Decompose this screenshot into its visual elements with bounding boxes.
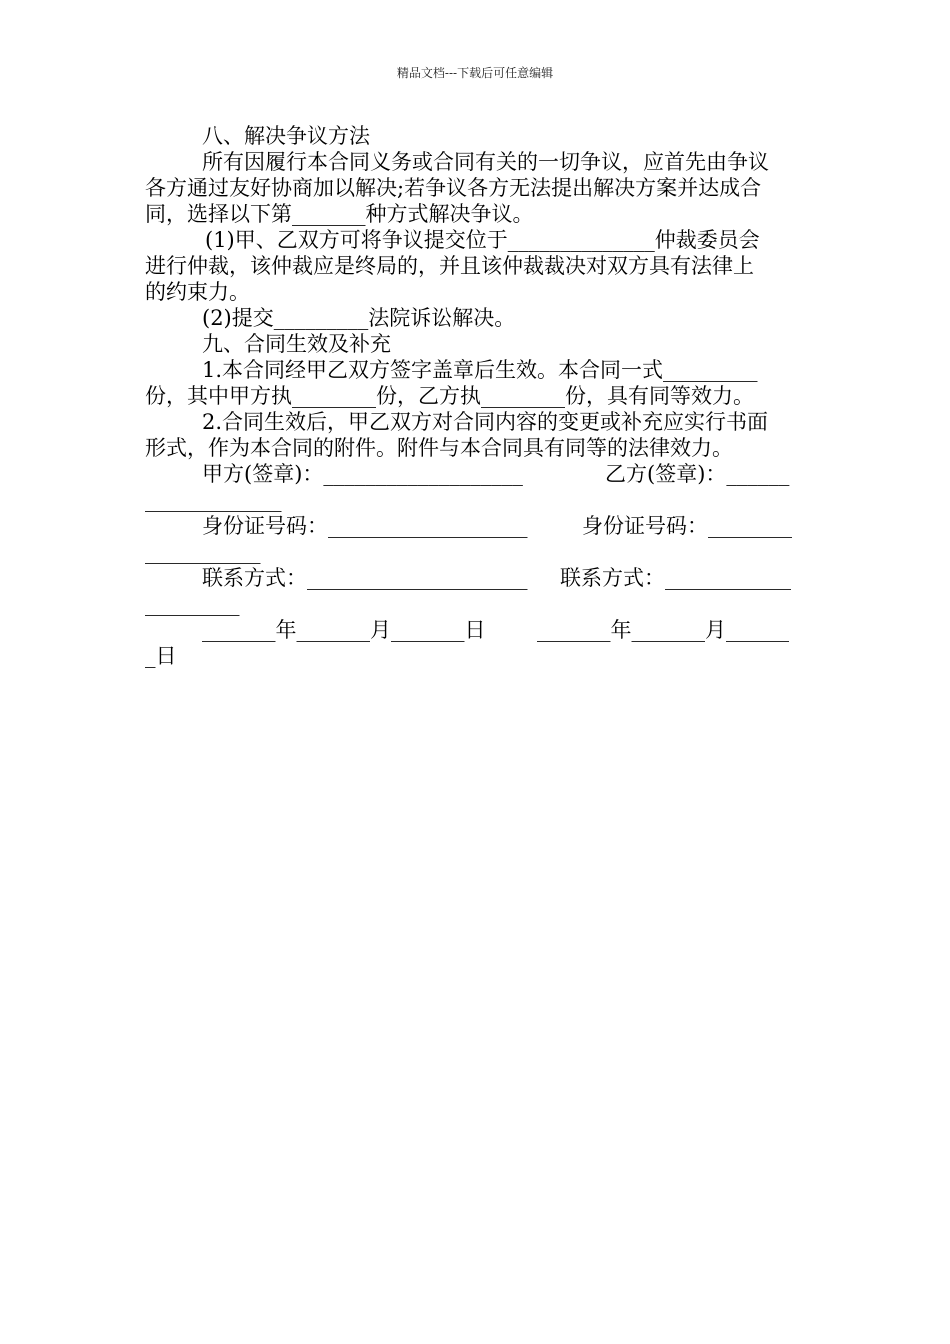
section-8-title: 八、解决争议方法	[202, 124, 370, 148]
contact-row	[145, 565, 807, 617]
item-2-line-2: 形式，作为本合同的附件。附件与本合同具有同等的法律效力。	[145, 436, 733, 460]
party-a-contact: 联系方式：_____________________	[202, 566, 528, 590]
party-b-contact-wrap: _________	[145, 592, 240, 616]
party-a-signature: 甲方(签章)：___________________	[202, 462, 523, 486]
party-b-signature: 乙方(签章)：______	[605, 462, 790, 486]
document-body	[145, 123, 807, 669]
party-b-date-wrap: _日	[145, 644, 177, 668]
signature-row	[145, 461, 807, 513]
item-1-line-2: 份，其中甲方执________份，乙方执________份，具有同等效力。	[145, 384, 754, 408]
section-9-title: 九、合同生效及补充	[202, 332, 391, 356]
date-row	[145, 617, 807, 669]
party-b-date: _______年_______月______	[537, 618, 789, 642]
id-number-row	[145, 513, 807, 565]
option-1-line-3: 的约束力。	[145, 280, 250, 304]
item-1-line-1: 1.本合同经甲乙双方签字盖章后生效。本合同一式_________	[202, 358, 758, 382]
party-b-id-number-wrap: ___________	[145, 540, 261, 564]
item-2-line-1: 2.合同生效后，甲乙双方对合同内容的变更或补充应实行书面	[202, 410, 769, 434]
party-b-id-number: 身份证号码：________	[582, 514, 792, 538]
option-2: (2)提交_________法院诉讼解决。	[202, 306, 516, 330]
section-8-paragraph-line-1: 所有因履行本合同义务或合同有关的一切争议，应首先由争议	[202, 150, 769, 174]
party-a-id-number: 身份证号码：___________________	[202, 514, 528, 538]
section-8-paragraph-line-2: 各方通过友好协商加以解决;若争议各方无法提出解决方案并达成合	[145, 176, 762, 200]
page-header: 精品文档---下载后可任意编辑	[396, 66, 554, 80]
party-b-contact: 联系方式：____________	[560, 566, 791, 590]
option-1-line-2: 进行仲裁，该仲裁应是终局的，并且该仲裁裁决对双方具有法律上	[145, 254, 754, 278]
party-b-signature-wrap: _____________	[145, 488, 282, 512]
party-a-date: _______年_______月_______日	[202, 618, 486, 642]
option-1-line-1: (1)甲、乙双方可将争议提交位于______________仲裁委员会	[205, 228, 760, 252]
section-8-paragraph-line-3: 同，选择以下第_______种方式解决争议。	[145, 202, 534, 226]
